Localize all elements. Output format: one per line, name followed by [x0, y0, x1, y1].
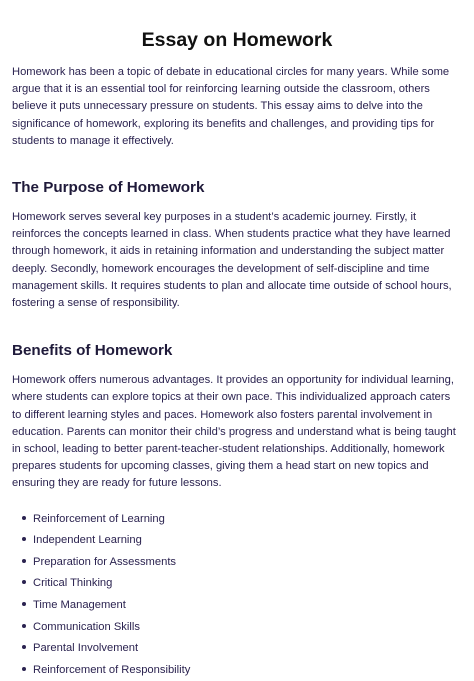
list-item-label: Reinforcement of Learning [33, 512, 165, 525]
list-item-label: Preparation for Assessments [33, 555, 177, 568]
list-item-label: Critical Thinking [33, 577, 113, 590]
list-item [22, 638, 462, 660]
list-item [22, 530, 462, 552]
bullet-icon [22, 624, 26, 628]
list-item-label: Communication Skills [33, 620, 140, 633]
bullet-icon [22, 667, 26, 671]
bullet-icon [22, 537, 26, 541]
bullet-icon [22, 559, 26, 563]
list-item [22, 552, 462, 574]
bullet-icon [22, 645, 26, 649]
benefits-list [12, 509, 462, 681]
list-item-label: Time Management [33, 599, 126, 612]
list-item-label: Independent Learning [33, 534, 142, 547]
list-item [22, 509, 462, 531]
list-item-label: Reinforcement of Responsibility [33, 663, 191, 676]
list-item [22, 573, 462, 595]
section-heading-benefits: Benefits of Homework [12, 342, 173, 360]
bullet-icon [22, 580, 26, 584]
page-title: Essay on Homework [141, 29, 333, 51]
section-body-purpose: Homework serves several key purposes in a student’s academic journey. Firstly, it reinforces the concepts learned in class. When students practice what they have learned through homework, it aids in retaining information and understanding the subject matter deeply. Secondly, homework encourages the development of self-discipline and time management skills. It requires students to plan and allocate time outside of school hours, fostering a sense of responsibility. [12, 211, 452, 310]
bullet-icon [22, 516, 26, 520]
list-item [22, 660, 462, 681]
section-body-benefits: Homework offers numerous advantages. It provides an opportunity for individual learning, where students can explore topics at their own pace. This individualized approach caters to different learning styles and paces. Homework also fosters parental involvement in education. Parents can monitor their child’s progress and understand what is being taught in school, leading to better parent-teacher-student relationships. Additionally, homework prepares students for upcoming classes, giving them a head start on new topics and ensuring they are ready for future lessons. [12, 374, 456, 490]
list-item-label: Parental Involvement [33, 642, 139, 655]
section-heading-purpose: The Purpose of Homework [12, 179, 205, 197]
bullet-icon [22, 602, 26, 606]
intro-paragraph: Homework has been a topic of debate in educational circles for many years. While some argue that it is an essential tool for reinforcing learning outside the classroom, others believe it puts unnecessary pressure on students. This essay aims to delve into the significance of homework, exploring its benefits and challenges, and providing tips for students to manage it effectively. [12, 66, 450, 147]
list-item [22, 595, 462, 617]
list-item [22, 617, 462, 639]
